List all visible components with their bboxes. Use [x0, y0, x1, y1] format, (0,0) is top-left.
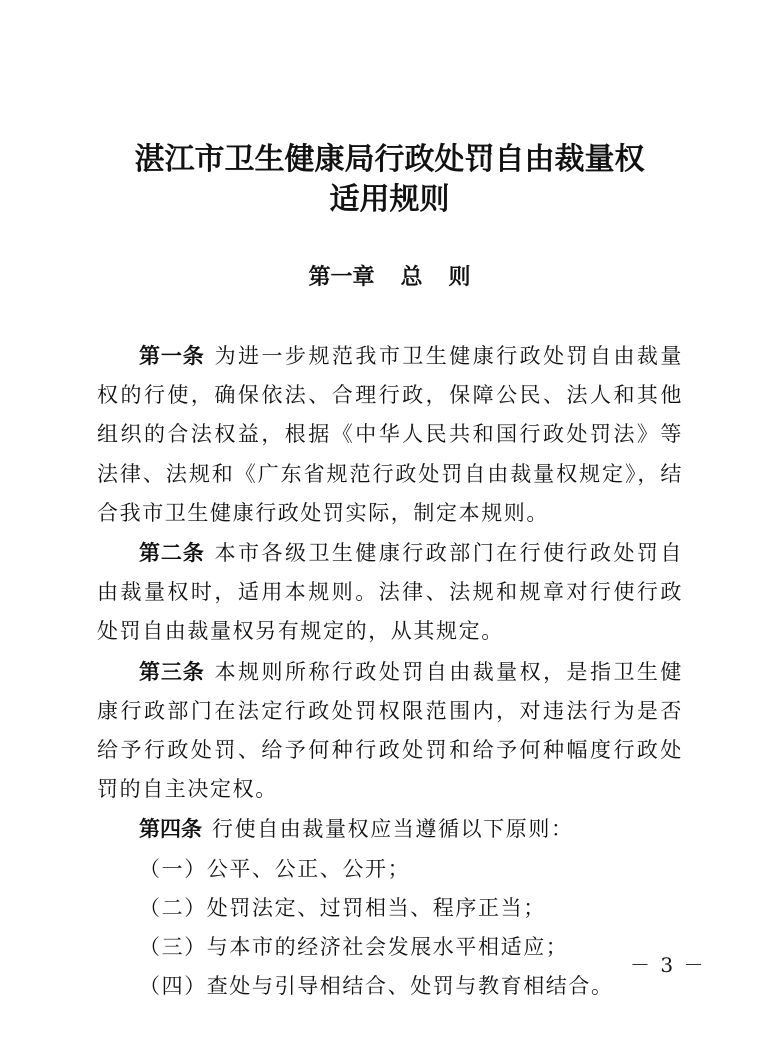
document-title-line1: 湛江市卫生健康局行政处罚自由裁量权: [134, 142, 645, 177]
principle-item: （四）查处与引导相结合、处罚与教育相结合。: [139, 974, 614, 999]
document-body: [97, 336, 683, 1006]
article-3: [97, 652, 683, 810]
article-label: 第一条: [139, 343, 205, 368]
article-4: [97, 809, 683, 849]
document-title-line2: 适用规则: [329, 182, 450, 217]
principle-item: （二）处罚法定、过罚相当、程序正当；: [139, 895, 546, 920]
article-label: 第三条: [139, 658, 205, 684]
article-text: 为进一步规范我市卫生健康行政处罚自由裁量权的行使，确保依法、合理行政，保障公民、法人和其他组织的合法权益，根据《中华人民共和国行政处罚法》等法律、法规和《广东省规范行政处罚自由裁量权规定》，结合我市卫生健康行政处罚实际，制定本规则。: [97, 344, 684, 525]
chapter-label: 第一章: [308, 264, 375, 290]
chapter-title-part1: 总: [400, 264, 423, 290]
principle-item: （三）与本市的经济社会发展水平相适应；: [139, 935, 569, 960]
principle-item: （一）公平、公正、公开；: [139, 856, 411, 881]
article-text: 本市各级卫生健康行政部门在行使行政处罚自由裁量权时，适用本规则。法律、法规和规章对行使行政处罚自由裁量权另有规定的，从其规定。: [97, 541, 684, 644]
article-text: 本规则所称行政处罚自由裁量权，是指卫生健康行政部门在法定行政处罚权限范围内，对违法行为是否给予行政处罚、给予何种行政处罚和给予何种幅度行政处罚的自主决定权。: [97, 659, 684, 802]
article-label: 第四条: [139, 816, 202, 842]
chapter-heading: [0, 262, 779, 292]
article-2: [97, 533, 683, 652]
article-1: [97, 336, 683, 533]
chapter-title-part2: 则: [448, 264, 471, 290]
article-label: 第二条: [139, 540, 205, 566]
article-text: 行使自由裁量权应当遵循以下原则：: [212, 817, 574, 842]
page-number: － 3 －: [630, 953, 706, 977]
